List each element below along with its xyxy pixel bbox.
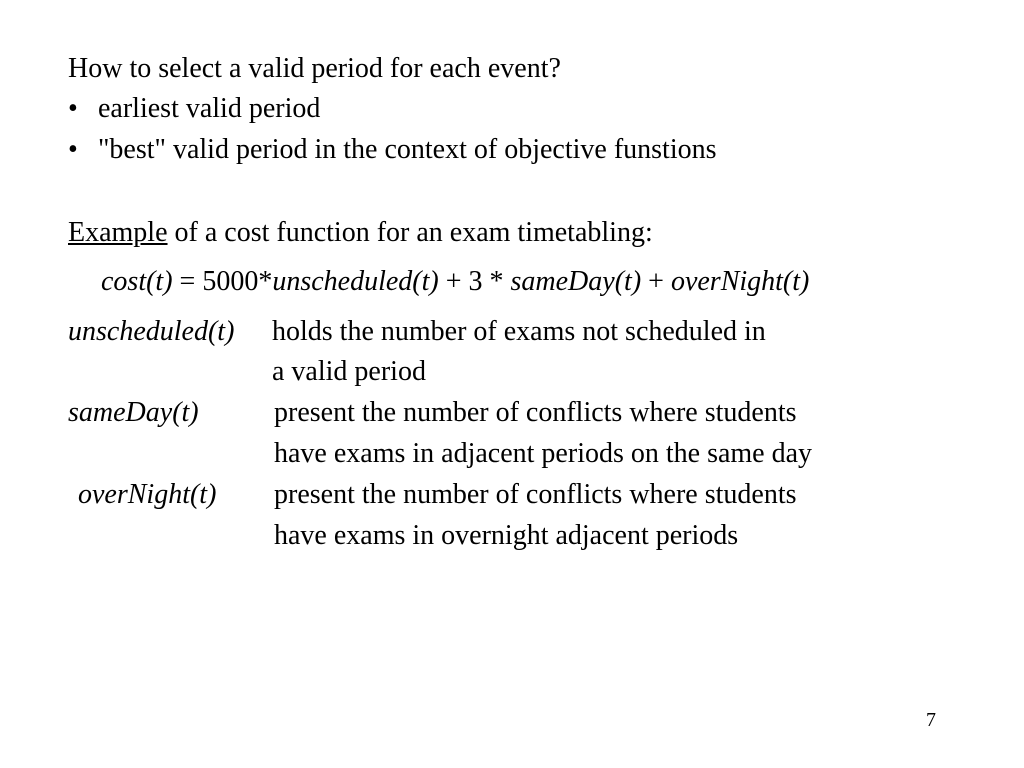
bullet-text: earliest valid period xyxy=(98,93,321,124)
example-heading xyxy=(68,219,653,247)
definition-text: holds the number of exams not scheduled in xyxy=(272,316,766,347)
formula-term-unscheduled: unscheduled(t) xyxy=(272,266,439,297)
formula-operator: + 3 * xyxy=(438,266,511,297)
definition-text: present the number of conflicts where students xyxy=(274,397,797,428)
bullet-item-best xyxy=(68,136,717,164)
cost-formula xyxy=(101,268,809,296)
bullet-text: "best" valid period in the context of objective funstions xyxy=(98,134,717,165)
definition-term: unscheduled(t) xyxy=(68,316,235,347)
definition-text: have exams in overnight adjacent periods xyxy=(274,520,739,551)
question-heading: How to select a valid period for each event? xyxy=(68,53,561,84)
definition-term: sameDay(t) xyxy=(68,397,199,428)
formula-operator: = 5000* xyxy=(172,266,273,297)
definition-term: overNight(t) xyxy=(78,479,217,510)
formula-lhs: cost(t) xyxy=(101,266,173,297)
definition-text: have exams in adjacent periods on the same day xyxy=(274,438,813,469)
example-description: of a cost function for an exam timetabling: xyxy=(167,217,653,248)
bullet-mark: • xyxy=(68,134,78,165)
page-number: 7 xyxy=(926,709,936,731)
definition-text: a valid period xyxy=(272,356,426,387)
bullet-mark: • xyxy=(68,93,78,124)
formula-operator: + xyxy=(641,266,671,297)
example-label: Example xyxy=(68,217,168,248)
formula-term-sameday: sameDay(t) xyxy=(510,266,642,297)
formula-term-overnight: overNight(t) xyxy=(670,266,810,297)
bullet-item-earliest xyxy=(68,95,320,123)
definition-text: present the number of conflicts where students xyxy=(274,479,797,510)
